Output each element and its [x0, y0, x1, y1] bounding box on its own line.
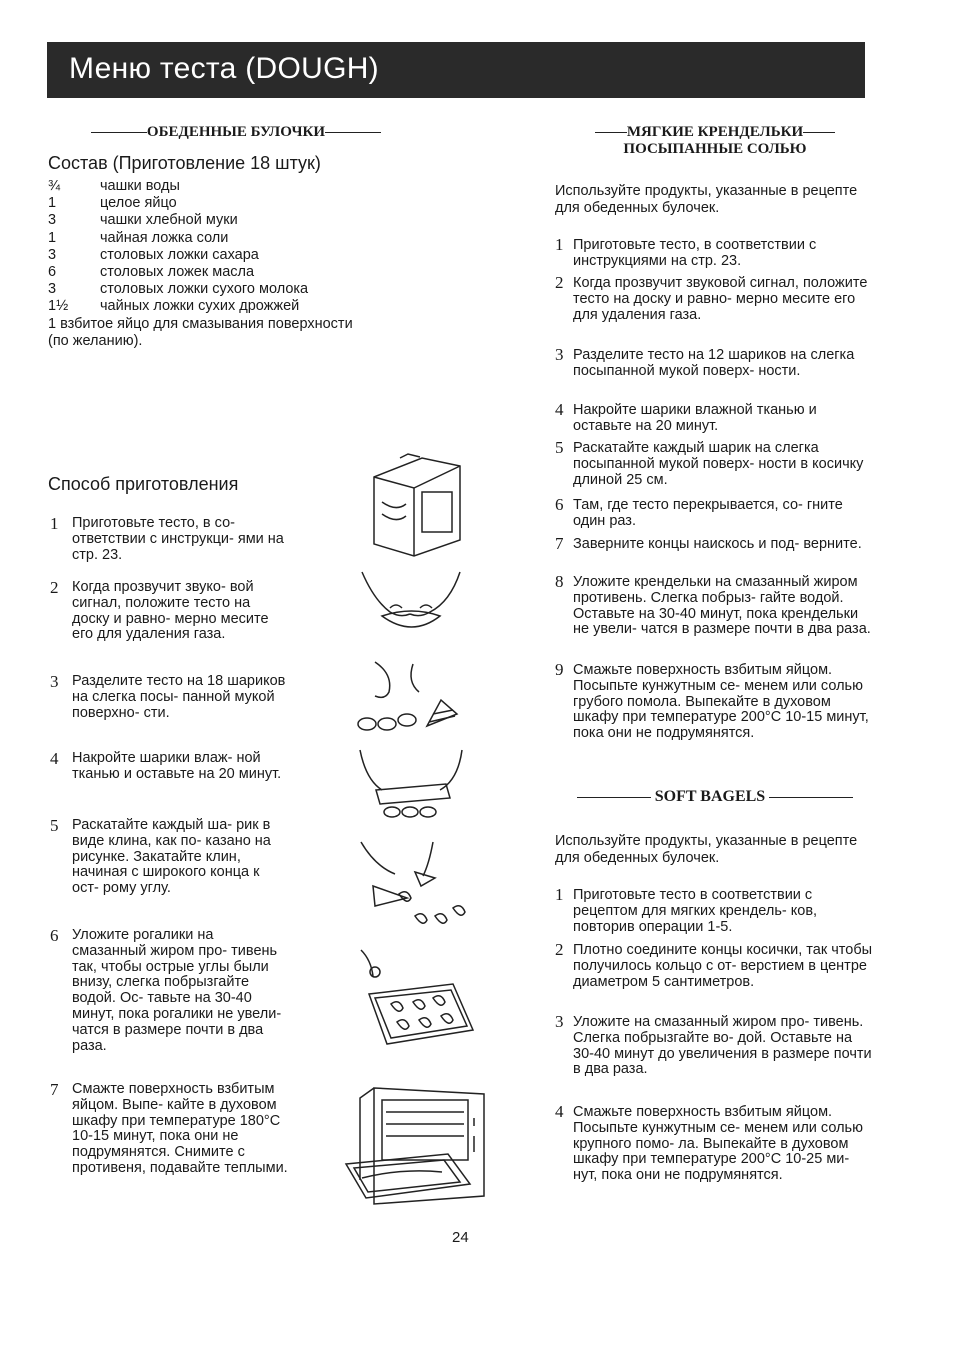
ingredient-qty: 1	[48, 195, 57, 212]
bagels-step-2	[555, 940, 875, 990]
step-text: Накройте шарики влажной тканью и оставьте на 20 минут.	[573, 402, 817, 434]
heading-rule	[769, 797, 853, 798]
ingredient-qty: 3	[48, 212, 57, 229]
pretzels-heading-line2: ПОСЫПАННЫЕ СОЛЬЮ	[623, 141, 807, 157]
dinner-rolls-heading-text: ОБЕДЕННЫЕ БУЛОЧКИ	[146, 124, 326, 140]
step-text: Плотно соедините концы косички, так чтобы получилось кольцо с от- верстием в центре диаметром 5 сантиметров.	[573, 942, 873, 990]
ingredient-row	[48, 264, 438, 281]
step-text: Раскатайте каждый ша- рик в виде клина, как по- казано на рисунке. Закатайте клин, начиная с широкого конца к ост- рому углу.	[72, 817, 271, 897]
step-number: 6	[50, 926, 59, 945]
step-number: 8	[555, 572, 564, 591]
step-text: Там, где тесто перекрывается, со- гните один раз.	[573, 497, 843, 529]
step-number: 4	[555, 400, 564, 419]
step-text: Приготовьте тесто, в со- ответствии с инструкци- ями на стр. 23.	[72, 515, 284, 563]
ingredient-item: столовых ложек масла	[100, 264, 255, 281]
step-number: 6	[555, 495, 564, 514]
step-number: 7	[555, 534, 564, 553]
bagels-intro: Используйте продукты, указанные в рецепте для обеденных булочек.	[555, 833, 858, 866]
step-text: Разделите тесто на 12 шариков на слегка посыпанной мукой поверх- ности.	[573, 347, 855, 379]
step-number: 2	[50, 578, 59, 597]
step-number: 3	[50, 672, 59, 691]
rolls-step-2	[50, 580, 290, 643]
heading-rule	[325, 132, 381, 133]
step-text: Уложите на смазанный жиром про- тивень. Слегка побрызгайте во- дой. Оставьте на 30-40 минут до увеличения в размере почти в два раза.	[573, 1014, 872, 1078]
pretzels-step-8	[555, 572, 875, 638]
ingredient-item: чайных ложки сухих дрожжей	[100, 298, 300, 315]
pretzels-step-6	[555, 495, 875, 530]
pretzels-step-1	[555, 235, 875, 270]
oven-illustration	[340, 1082, 490, 1212]
step-text: Разделите тесто на 18 шариков на слегка посы- панной мукой поверхно- сти.	[72, 673, 286, 721]
step-number: 7	[50, 1080, 59, 1099]
step-number: 1	[50, 514, 59, 533]
step-text: Смажьте поверхность взбитым яйцом. Посыпьте кунжутным се- менем или солью грубого помола. Выпекайте в духовом шкафу при температуре 200°С 10-15 минут, пока они не подрумянятся.	[573, 662, 869, 742]
pretzels-step-5	[555, 438, 875, 488]
step-number: 9	[555, 660, 564, 679]
page-title: Меню теста (DOUGH)	[69, 52, 379, 85]
ingredient-item: целое яйцо	[100, 195, 177, 212]
page-number: 24	[452, 1229, 469, 1246]
step-text: Заверните концы наискось и под- верните.	[573, 536, 862, 552]
pretzels-heading-text: МЯГКИЕ КРЕНДЕЛЬКИ	[626, 124, 804, 140]
pretzels-step-4	[555, 400, 875, 435]
dividing-balls-illustration	[355, 656, 470, 736]
ingredient-row	[48, 212, 438, 229]
step-number: 5	[50, 816, 59, 835]
ingredient-item: чашки хлебной муки	[100, 212, 238, 229]
dinner-rolls-heading	[56, 124, 416, 141]
step-text: Уложите рогалики на смазанный жиром про- тивень так, чтобы острые углы были внизу, слегка побрызгайте водой. Ос- тавьте на 30-40 минут, пока рогалики не увели- чатся в размере почти в два раза.	[72, 927, 282, 1054]
ingredient-qty: ¾	[48, 178, 61, 194]
ingredient-row	[48, 230, 438, 247]
pretzels-heading	[560, 124, 870, 158]
ingredient-row	[48, 298, 438, 315]
step-text: Когда прозвучит звуковой сигнал, положите тесто на доску и равно- мерно месите его для удаления газа.	[573, 275, 868, 323]
step-number: 4	[555, 1102, 564, 1121]
ingredient-item: чашки воды	[100, 178, 180, 194]
bagels-heading-text: SOFT BAGELS	[654, 788, 766, 805]
heading-rule	[803, 132, 835, 133]
step-number: 3	[555, 1012, 564, 1031]
ingredient-item: столовых ложки сухого молока	[100, 281, 309, 298]
pretzels-heading-line1	[560, 124, 870, 141]
ingredient-qty: 3	[48, 246, 57, 263]
covering-cloth-illustration	[352, 746, 470, 820]
pretzels-step-3	[555, 345, 875, 380]
kneading-hands-illustration	[352, 568, 472, 646]
rolls-step-4	[50, 751, 290, 783]
heading-rule	[91, 132, 147, 133]
ingredient-row	[48, 247, 438, 264]
pretzels-step-2	[555, 273, 875, 323]
bagels-step-3	[555, 1012, 875, 1078]
step-text: Когда прозвучит звуко- вой сигнал, положите тесто на доску и равно- мерно месите его для удаления газа.	[72, 579, 269, 643]
step-text: Уложите крендельки на смазанный жиром противень. Слегка побрыз- гайте водой. Оставьте на 30-40 минут, пока крендельки не увели- чатся в размере почти в два раза.	[573, 574, 871, 638]
step-text: Приготовьте тесто, в соответствии с инструкциями на стр. 23.	[573, 237, 817, 269]
step-text: Приготовьте тесто в соответствии с рецептом для мягких крендель- ков, повторив операции 1-5.	[573, 887, 818, 935]
step-text: Смажте поверхность взбитым яйцом. Выпе- кайте в духовом шкафу при температуре 180°С 10-15 минут, пока они не подрумянятся. Снимите с противеня, подавайте теплыми.	[72, 1081, 288, 1176]
heading-rule	[577, 797, 651, 798]
step-number: 4	[50, 749, 59, 768]
bagels-step-4	[555, 1102, 875, 1184]
rolls-step-3	[50, 674, 290, 721]
ingredient-qty: 3	[48, 281, 57, 298]
method-title: Способ приготовления	[48, 474, 239, 494]
rolls-step-6	[50, 928, 290, 1054]
step-text: Раскатайте каждый шарик на слегка посыпанной мукой поверх- ности в косичку длиной 25 см.	[573, 440, 864, 488]
ingredient-row	[48, 281, 438, 298]
bread-machine-illustration	[362, 452, 467, 562]
serves-line: Состав (Приготовление 18 штук)	[48, 153, 321, 173]
ingredient-item: столовых ложки сахара	[100, 246, 259, 263]
rolls-step-7	[50, 1082, 290, 1177]
step-text: Накройте шарики влаж- ной тканью и оставьте на 20 минут.	[72, 750, 282, 782]
ingredients-list	[48, 178, 438, 350]
step-number: 2	[555, 940, 564, 959]
pretzels-step-9	[555, 660, 875, 742]
ingredient-item: чайная ложка соли	[100, 229, 229, 246]
step-number: 2	[555, 273, 564, 292]
ingredient-qty: 1	[48, 229, 57, 246]
step-number: 1	[555, 885, 564, 904]
ingredient-row	[48, 178, 438, 195]
egg-wash-note-optional: (по желанию).	[48, 332, 143, 349]
step-number: 3	[555, 345, 564, 364]
bagels-step-1	[555, 885, 875, 935]
pretzels-step-7	[555, 534, 875, 553]
ingredient-qty: 6	[48, 264, 57, 281]
rolls-step-5	[50, 818, 290, 897]
baking-sheet-illustration	[355, 940, 477, 1046]
step-number: 1	[555, 235, 564, 254]
heading-rule	[595, 132, 627, 133]
ingredient-qty: 1½	[48, 298, 69, 315]
step-text: Смажьте поверхность взбитым яйцом. Посыпьте кунжутным се- менем или солью крупного помо- ла. Выпекайте в духовом шкафу при температуре 200°С 10-25 ми- нут, пока они не подрумянятся.	[573, 1104, 863, 1184]
step-number: 5	[555, 438, 564, 457]
rolling-wedge-illustration	[355, 836, 475, 928]
pretzels-intro: Используйте продукты, указанные в рецепте для обеденных булочек.	[555, 183, 858, 216]
title-banner	[47, 42, 865, 98]
egg-wash-note: 1 взбитое яйцо для смазывания поверхности	[48, 315, 353, 332]
rolls-step-1	[50, 516, 290, 563]
bagels-heading	[560, 788, 870, 805]
ingredient-row	[48, 195, 438, 212]
